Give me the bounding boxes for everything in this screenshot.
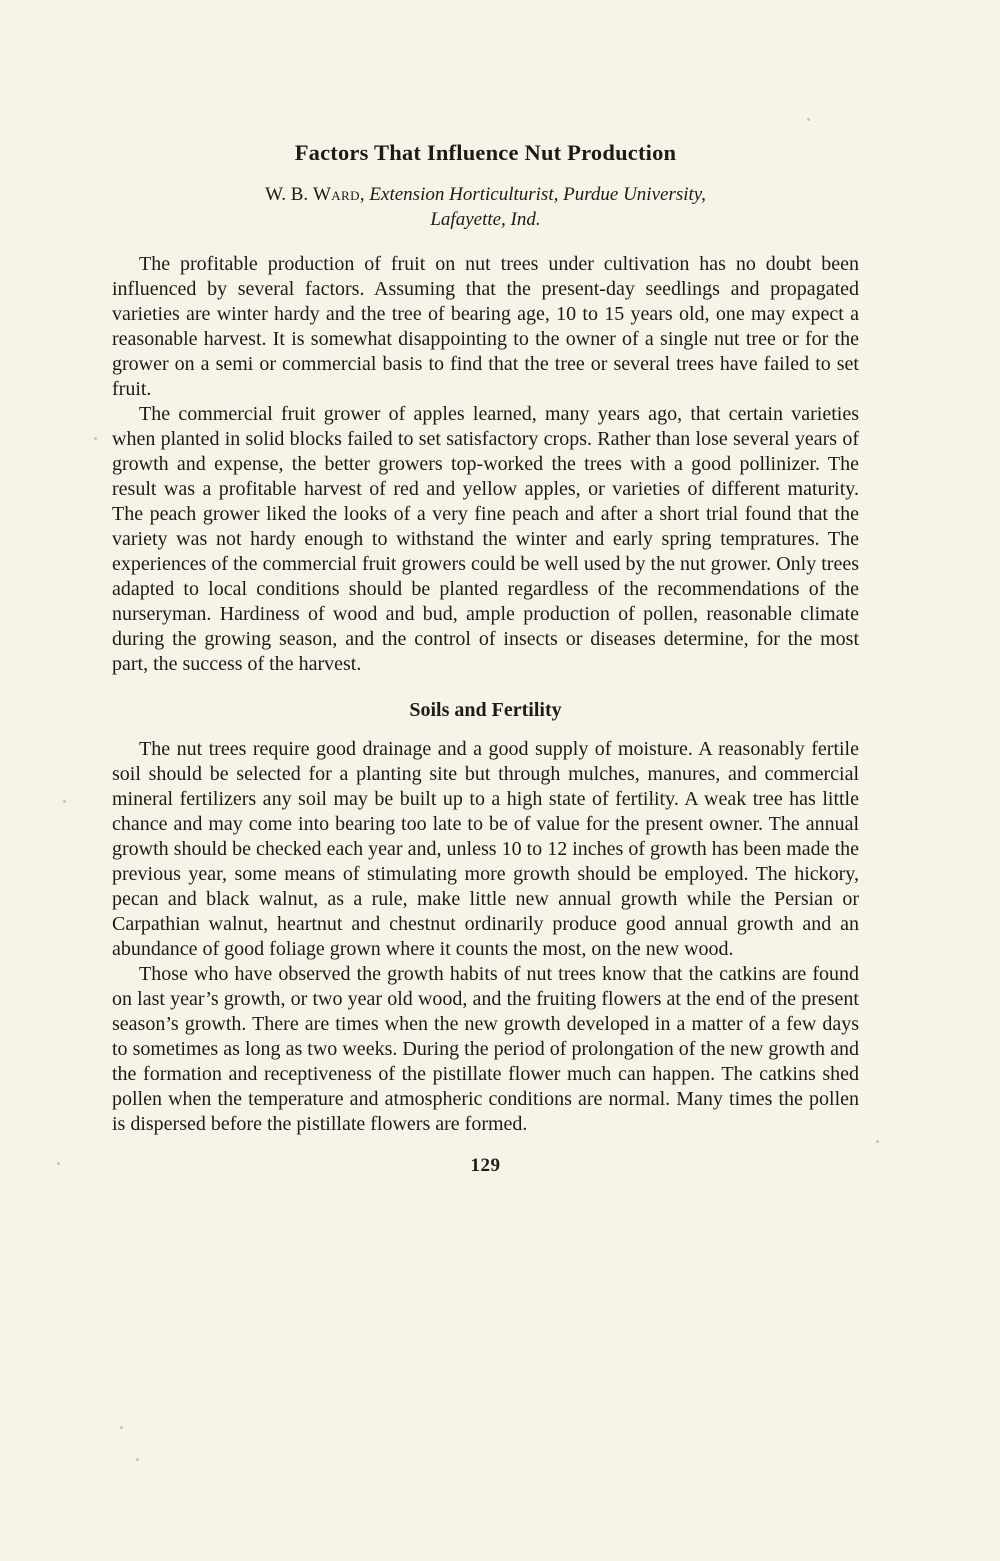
- paragraph-soils-2: Those who have observed the growth habits of nut trees know that the catkins are found on last year’s growth, or two year old wood, and the fruiting flowers at the end of the present season’s growth. There are times when the new growth developed in a matter of a few days to sometimes as long as two weeks. During the period of prolongation of the new growth and the formation and receptiveness of the pistillate flower much can happen. The catkins shed pollen when the temperature and atmospheric conditions are normal. Many times the pollen is dispersed before the pistillate flowers are formed.: [112, 963, 859, 1136]
- section-heading-soils-and-fertility: Soils and Fertility: [409, 699, 562, 722]
- byline-separator: ,: [359, 184, 370, 205]
- byline-author-surname: Ward: [312, 184, 360, 205]
- scan-speck: [63, 800, 66, 803]
- scan-speck: [652, 798, 655, 801]
- scan-speck: [94, 437, 97, 440]
- byline-author-initials: W. B.: [265, 184, 313, 205]
- scan-speck: [664, 794, 667, 797]
- article-title: Factors That Influence Nut Production: [294, 140, 677, 165]
- scan-speck: [807, 118, 810, 121]
- paragraph-intro-2: The commercial fruit grower of apples learned, many years ago, that certain varieties when planted in solid blocks failed to set satisfactory crops. Rather than lose several years of growth and expense, the better growers top-worked the trees with a good pollinizer. The result was a profitable harvest of red and yellow apples, or varieties of different maturity. The peach grower liked the looks of a very fine peach and after a short trial found that the variety was not hardy enough to withstand the winter and early spring tempratures. The experiences of the commercial fruit growers could be well used by the nut grower. Only trees adapted to local conditions should be planted regardless of the recommendations of the nurseryman. Hardiness of wood and bud, ample production of pollen, reasonable climate during the growing season, and the control of insects or diseases determine, for the most part, the success of the harvest.: [112, 403, 859, 676]
- scan-speck: [136, 1458, 139, 1461]
- paragraph-soils-1: The nut trees require good drainage and a good supply of moisture. A reasonably fertile soil should be selected for a planting site but through mulches, manures, and commercial mineral fertilizers any soil may be built up to a high state of fertility. A weak tree has little chance and may come into bearing too late to be of value for the present owner. The annual growth should be checked each year and, unless 10 to 12 inches of growth has been made the previous year, some means of stimulating more growth should be employed. The hickory, pecan and black walnut, as a rule, make little new annual growth while the Persian or Carpathian walnut, heartnut and chestnut ordinarily produce good annual growth and an abundance of good foliage grown where it counts the most, on the new wood.: [112, 738, 859, 961]
- page-number: 129: [470, 1155, 501, 1177]
- scan-speck: [120, 1426, 123, 1429]
- scan-speck: [57, 1162, 60, 1165]
- text-block: [112, 140, 859, 1177]
- paragraph-intro-1: The profitable production of fruit on nut trees under cultivation has no doubt been influenced by several factors. Assuming that the present-day seedlings and propagated varieties are winter hardy and the tree of bearing age, 10 to 15 years old, one may expect a reasonable harvest. It is somewhat disappointing to the owner of a single nut tree or for the grower on a semi or commercial basis to find that the tree or several trees have failed to set fruit.: [112, 253, 859, 401]
- byline: [112, 182, 859, 232]
- scan-speck: [640, 792, 643, 795]
- byline-location: Lafayette, Ind.: [430, 209, 541, 231]
- byline-affiliation: Extension Horticulturist, Purdue University,: [369, 184, 706, 205]
- scan-speck: [876, 1140, 879, 1143]
